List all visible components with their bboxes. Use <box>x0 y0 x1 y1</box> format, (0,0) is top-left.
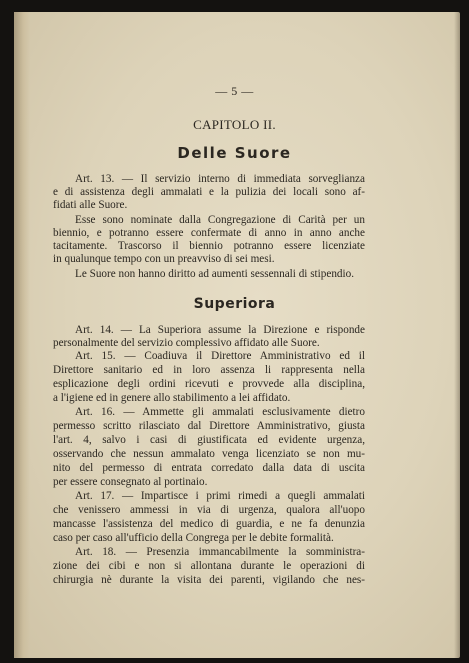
page-number: — 5 — <box>215 84 254 98</box>
text-line: Art. 18. — Presenzia immancabilmente la somministra- <box>75 546 365 558</box>
section-heading: Delle Suore <box>177 144 292 162</box>
text-line: esplicazione degli ordini ricevuti e provvede alla disciplina, <box>53 378 365 390</box>
text-line: Le Suore non hanno diritto ad aumenti sessennali di stipendio. <box>75 268 355 280</box>
text-line: che venissero ammessi in via di urgenza, qualora all'uopo <box>53 504 365 516</box>
text-line: a l'igiene ed in genere allo stabilimento a lei affidato. <box>53 392 291 404</box>
text-line: personalmente del servizio complessivo affidato alle Suore. <box>53 337 320 349</box>
text-line: e di assistenza degli ammalati e la pulizia dei locali sono af- <box>53 186 365 198</box>
text-line: Art. 15. — Coadiuva il Direttore Amministrativo ed il <box>75 350 365 362</box>
text-line: biennio, e potranno essere confermate di anno in anno anche <box>53 227 365 239</box>
text-line: tacitamente. Trascorso il biennio potranno essere licenziate <box>53 240 365 252</box>
text-line: l'art. 4, salvo i casi di giustificata ed evidente urgenza, <box>53 434 365 446</box>
text-line: mancasse l'assistenza del medico di guardia, e ne fa denunzia <box>53 518 365 530</box>
text-line: Art. 14. — La Superiora assume la Direzione e risponde <box>75 324 365 336</box>
text-line: nito del permesso di entrata corredato dalla data di uscita <box>53 462 365 474</box>
text-line: chirurgia nè durante la visita dei parenti, vigilando che nes- <box>53 574 365 586</box>
text-line: Art. 13. — Il servizio interno di immediata sorveglianza <box>75 173 365 185</box>
text-line: per essere consegnato al portinaio. <box>53 476 208 488</box>
text-line: caso per caso all'ufficio della Congrega per le debite formalità. <box>53 532 334 544</box>
text-line: permesso scritto rilasciato dal Direttore Amministrativo, giusta <box>53 420 365 432</box>
text-line: Art. 17. — Impartisce i primi rimedi a quegli ammalati <box>75 490 365 502</box>
text-line: Esse sono nominate dalla Congregazione di Carità per un <box>75 214 365 226</box>
subsection-heading: Superiora <box>193 296 276 312</box>
chapter-title: CAPITOLO II. <box>193 117 276 132</box>
text-line: Direttore sanitario ed in loro assenza li rappresenta nella <box>53 364 365 376</box>
text-line: zione dei cibi e non si allontana durante le operazioni di <box>53 560 365 572</box>
text-line: in qualunque tempo con un preavviso di sei mesi. <box>53 253 275 265</box>
text-line: fidati alle Suore. <box>53 199 128 211</box>
text-line: Art. 16. — Ammette gli ammalati esclusivamente dietro <box>75 406 365 418</box>
text-line: osservando che nessun ammalato venga licenziato se non mu- <box>53 448 365 460</box>
